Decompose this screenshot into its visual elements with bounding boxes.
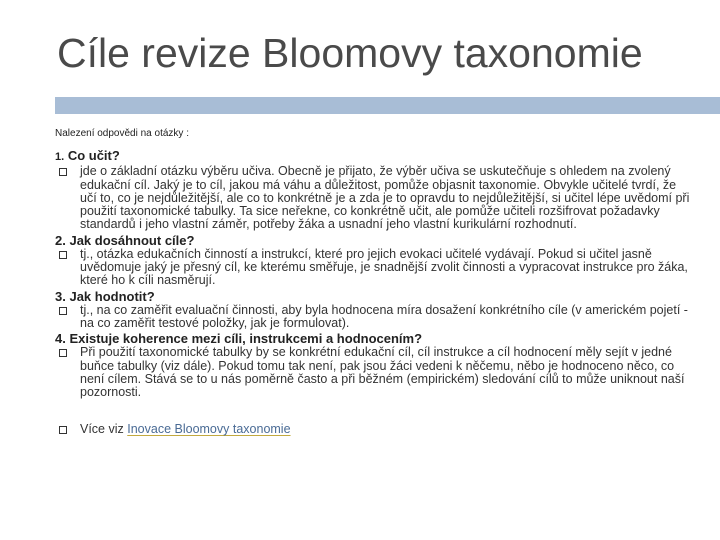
more-info-prefix: Více viz bbox=[80, 422, 124, 437]
question-4 bbox=[55, 331, 695, 346]
question-number: 3. bbox=[55, 288, 66, 304]
slide-title: Cíle revize Bloomovy taxonomie bbox=[57, 30, 643, 76]
square-bullet-icon bbox=[59, 168, 67, 176]
question-1 bbox=[55, 148, 695, 165]
answer-item-2 bbox=[55, 248, 695, 288]
answer-text: Při použití taxonomické tabulky by se konkrétní edukační cíl, cíl instrukce a cíl hodnocení měly sejít v jedné buňce tabulky (viz dále). Pokud tomu tak není, pak jsou žáci vedeni k něčemu, něbo je hodnoceno něco, co není cílem. Stává se to u nás poměrně často a při běžném (empirickém) sledování cílů to může uniknout naší pozornosti. bbox=[80, 345, 685, 400]
bloom-taxonomy-link[interactable]: Inovace Bloomovy taxonomie bbox=[127, 422, 291, 437]
question-number: 1. bbox=[55, 151, 65, 164]
answer-item-4 bbox=[55, 346, 695, 399]
square-bullet-icon bbox=[59, 426, 67, 434]
question-text: Jak dosáhnout cíle? bbox=[69, 232, 195, 248]
question-3 bbox=[55, 289, 695, 304]
answer-item-3 bbox=[55, 304, 695, 331]
square-bullet-icon bbox=[59, 349, 67, 357]
square-bullet-icon bbox=[59, 307, 67, 315]
more-info-text bbox=[80, 423, 695, 436]
title-divider-bar bbox=[55, 97, 720, 114]
question-number: 2. bbox=[55, 232, 66, 248]
answer-text: jde o základní otázku výběru učiva. Obecně je přijato, že výběr učiva se uskutečňuje s ohledem na zvolený edukační cíl. Jaký je to cíl, jakou má váhu a důležitost, pomůže objasnit taxonomie. Obvykle učitelé tvrdí, že učí to, co je nejdůležitější, ale co to konkrétně je a zda je to opravdu to nejdůležitější, si učitel lépe uvědomí při použití taxonomické tabulky. Ta sice neřekne, co konkrétně učit, ale pomůže učiteli rozšifrovat požadavky standardů i jeho vlastní záměr, potřeby žáka a usnadní jeho vlastní kurikulární rozhodnutí. bbox=[80, 164, 690, 232]
more-info-item bbox=[55, 423, 695, 436]
answer-text: tj., otázka edukačních činností a instrukcí, které pro jejich evokaci učitelé vydávají. Pokud si učitel jasně uvědomuje jaký je přesný cíl, ke kterému směřuje, je snadnější zvolit činnosti a vypracovat instrukce pro žáka, které ho k cíli nasměrují. bbox=[80, 246, 688, 288]
slide-content bbox=[55, 127, 695, 437]
question-text: Co učit? bbox=[67, 148, 120, 164]
question-2 bbox=[55, 233, 695, 248]
intro-text: Nalezení odpovědi na otázky : bbox=[55, 128, 189, 139]
answer-item-1 bbox=[55, 165, 695, 231]
question-text: Existuje koherence mezi cíli, instrukcemi a hodnocením? bbox=[69, 331, 423, 347]
question-text: Jak hodnotit? bbox=[69, 288, 155, 304]
question-number: 4. bbox=[55, 331, 66, 347]
answer-text: tj., na co zaměřit evaluační činnosti, aby byla hodnocena míra dosažení konkrétního cíle (v americkém pojetí - na co zaměřit testové položky, jak je formulovat). bbox=[80, 302, 688, 330]
square-bullet-icon bbox=[59, 251, 67, 259]
